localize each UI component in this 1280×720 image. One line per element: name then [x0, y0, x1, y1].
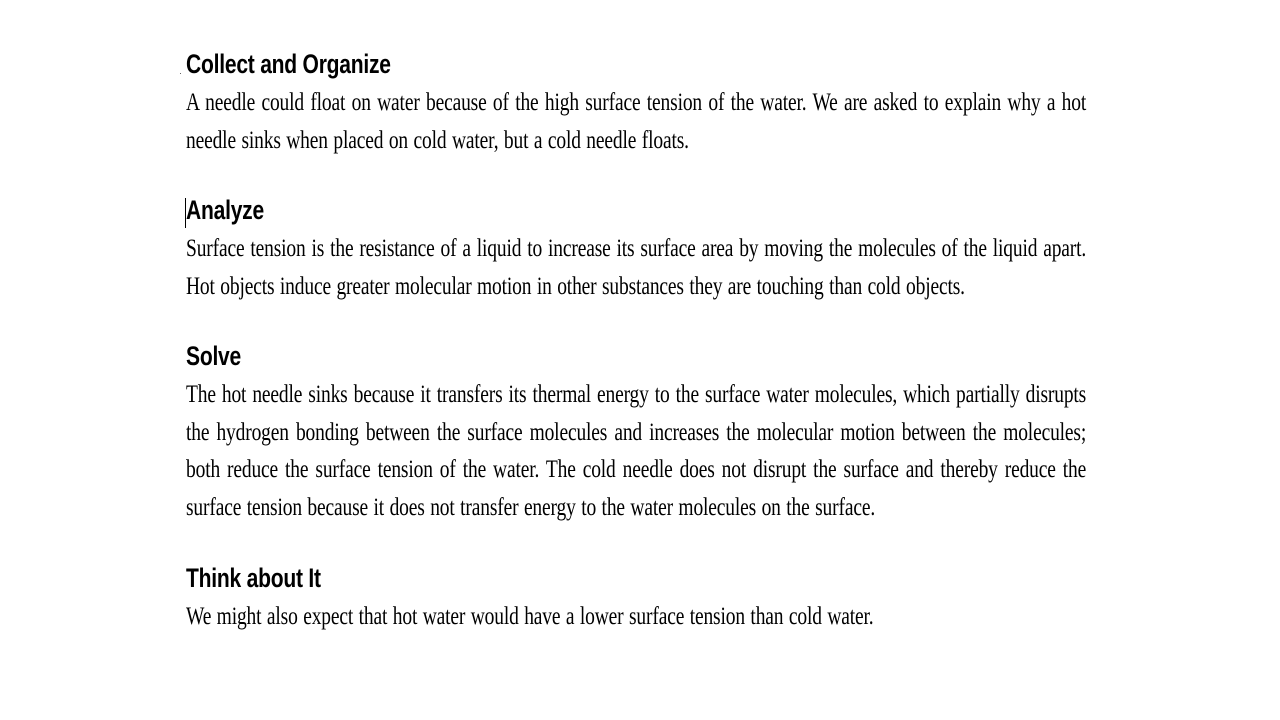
section-heading: Collect and Organize [186, 49, 391, 79]
section-heading: Think about It [186, 563, 321, 593]
document-page [186, 44, 1086, 654]
section-analyze [186, 190, 1086, 302]
section-heading: Solve [186, 341, 242, 371]
section-heading: Analyze [186, 195, 264, 225]
section-text: A needle could float on water because of the high surface tension of the water. We are asked to explain why a hot needle sinks when placed on cold water, but a cold needle floats. [186, 89, 1087, 154]
section-text: The hot needle sinks because it transfers its thermal energy to the surface water molecules, which partially disrupts the hydrogen bonding between the surface molecules and increases the molecular motion between the molecules; both reduce the surface tension of the water. The cold needle does not disrupt the surface and thereby reduce the surface tension because it does not transfer energy to the water molecules on the surface. [186, 381, 1087, 521]
section-text: Surface tension is the resistance of a liquid to increase its surface area by moving the molecules of the liquid apart. Hot objects induce greater molecular motion in other substances they are touching than cold objects. [186, 235, 1087, 300]
section-collect-and-organize [186, 44, 1086, 156]
section-text: We might also expect that hot water would have a lower surface tension than cold water. [186, 603, 874, 630]
section-solve [186, 336, 1086, 524]
stray-mark [180, 73, 181, 74]
section-think-about-it [186, 558, 1086, 634]
